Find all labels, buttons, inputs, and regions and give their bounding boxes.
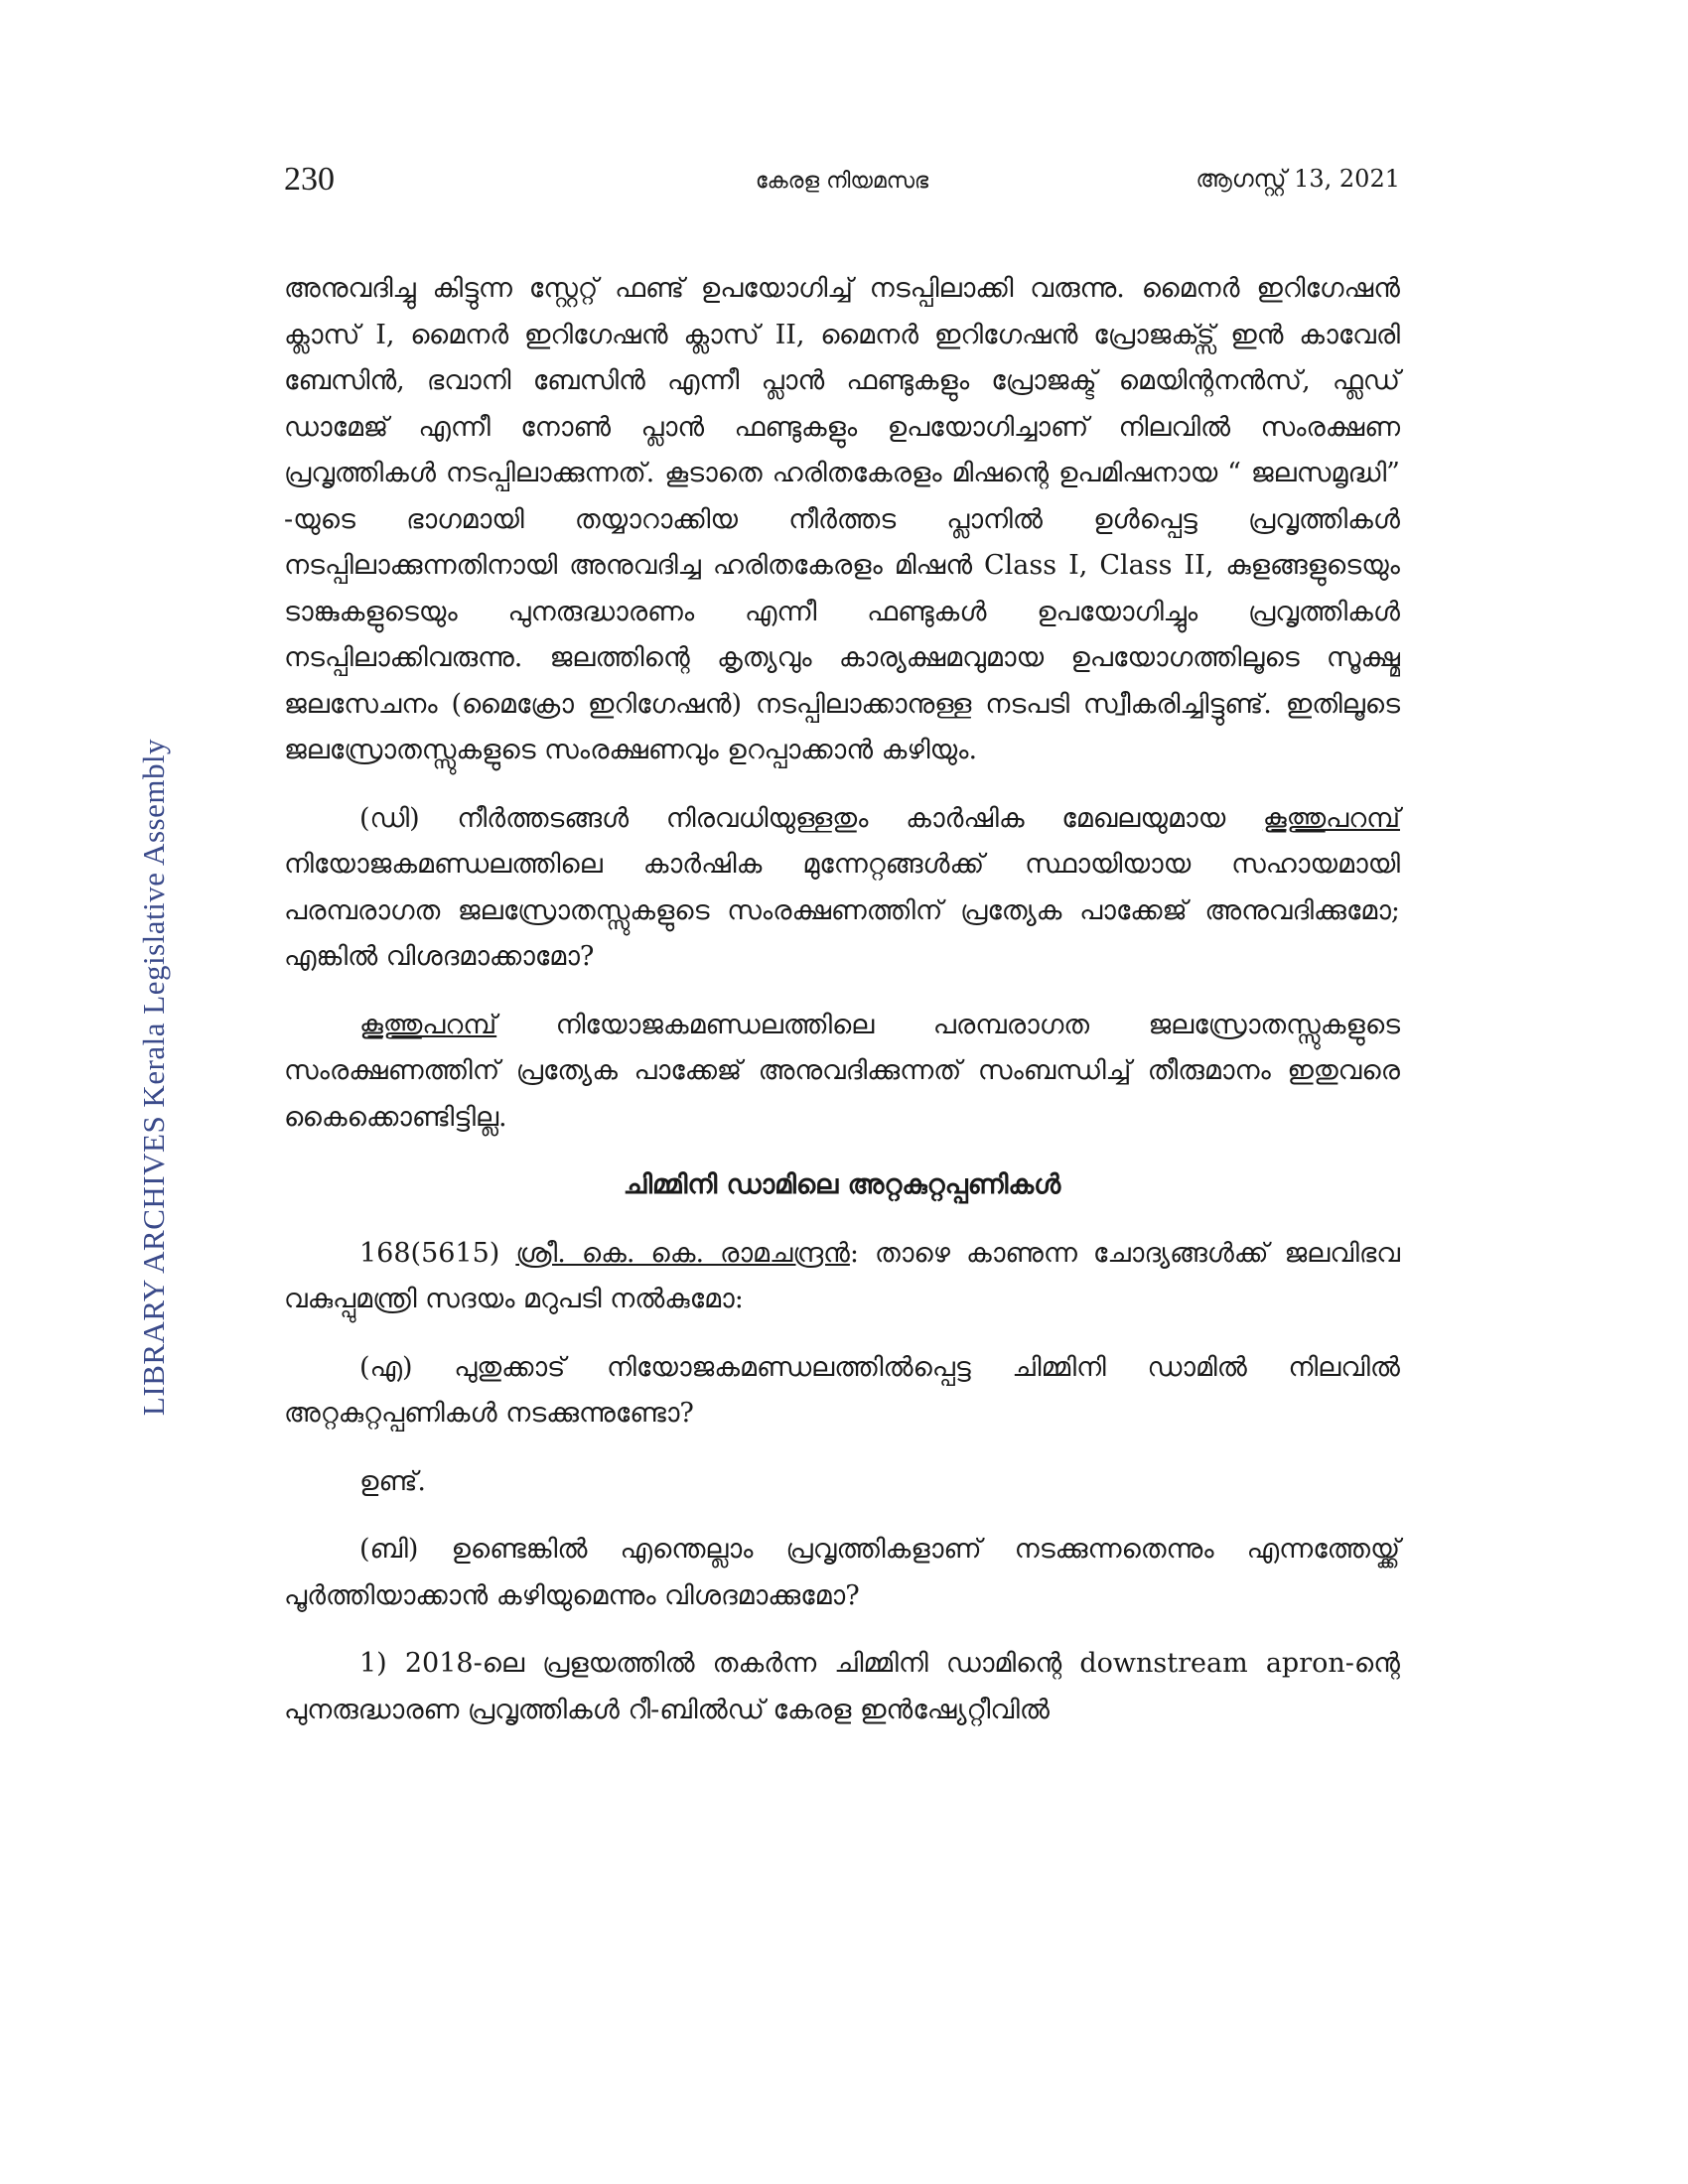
header-date: ആഗസ്റ്റ് 13, 2021	[1196, 165, 1400, 193]
question-a: (എ) പുതുക്കാട് നിയോജകമണ്ഡലത്തിൽപ്പെട്ട ചിമ്മിനി ഡാമിൽ നിലവിൽ അറ്റകുറ്റപ്പണികൾ നടക്കുന്നുണ്ടോ?	[284, 1351, 1400, 1429]
member-name: ശ്രീ. കെ. കെ. രാമചന്ദ്രൻ	[515, 1237, 850, 1269]
question-d	[284, 796, 1400, 981]
section-title: ചിമ്മിനി ഡാമിലെ അറ്റകുറ്റപ്പണികൾ	[623, 1169, 1061, 1200]
constituency-name: കൂത്തുപറമ്പ്	[1262, 802, 1400, 834]
document-body	[284, 266, 1400, 1755]
question-number: 168(5615)	[359, 1237, 500, 1269]
question-d-text-1: (ഡി) നീർത്തടങ്ങൾ നിരവധിയുള്ളതും കാർഷിക മേഖലയുമായ	[359, 802, 1263, 834]
archive-watermark: LIBRARY ARCHIVES Kerala Legislative Assembly	[136, 738, 171, 1417]
answer-d	[284, 1003, 1400, 1142]
question-b: (ബി) ഉണ്ടെങ്കിൽ എന്തെല്ലാം പ്രവൃത്തികളാണ് നടക്കുന്നതെന്നും എന്നത്തേയ്ക്ക് പൂർത്തിയാക്കാൻ കഴിയുമെന്നും വിശദമാക്കുമോ?	[284, 1534, 1400, 1611]
page-header	[284, 161, 1400, 210]
answer-b: 1) 2018-ലെ പ്രളയത്തിൽ തകർന്ന ചിമ്മിനി ഡാമിന്റെ downstream apron-ന്റെ പുനരുദ്ധാരണ പ്രവൃത്തികൾ റീ-ബിൽഡ് കേരള ഇൻഷ്യേറ്റീവിൽ	[284, 1648, 1400, 1725]
page-number: 230	[284, 161, 335, 198]
running-title: കേരള നിയമസഭ	[755, 169, 929, 194]
question-d-text-2: നിയോജകമണ്ഡലത്തിലെ കാർഷിക മുന്നേറ്റങ്ങൾക്ക് സ്ഥായിയായ സഹായമായി പരമ്പരാഗത ജലസ്രോതസ്സുകളുടെ സംരക്ഷണത്തിന് പ്രത്യേക പാക്കേജ് അനുവദിക്കുമോ; എങ്കിൽ വിശദമാക്കാമോ?	[284, 849, 1400, 972]
answer-c-continuation: അനുവദിച്ചു കിട്ടുന്ന സ്റ്റേറ്റ് ഫണ്ട് ഉപയോഗിച്ച് നടപ്പിലാക്കി വരുന്നു. മൈനർ ഇറിഗേഷൻ ക്ലാസ് I, മൈനർ ഇറിഗേഷൻ ക്ലാസ് II, മൈനർ ഇറിഗേഷൻ പ്രോജക്ട്സ് ഇൻ കാവേരി ബേസിൻ, ഭവാനി ബേസിൻ എന്നീ പ്ലാൻ ഫണ്ടുകളും പ്രോജക്ട് മെയിന്റനൻസ്, ഫ്ലഡ് ഡാമേജ് എന്നീ നോൺ പ്ലാൻ ഫണ്ടുകളും ഉപയോഗിച്ചാണ് നിലവിൽ സംരക്ഷണ പ്രവൃത്തികൾ നടപ്പിലാക്കുന്നത്. കൂടാതെ ഹരിതകേരളം മിഷന്റെ ഉപമിഷനായ “ ജലസമൃദ്ധി” -യുടെ ഭാഗമായി തയ്യാറാക്കിയ നീർത്തട പ്ലാനിൽ ഉൾപ്പെട്ട പ്രവൃത്തികൾ നടപ്പിലാക്കുന്നതിനായി അനുവദിച്ച ഹരിതകേരളം മിഷൻ Class I, Class II, കുളങ്ങളുടെയും ടാങ്കുകളുടെയും പുനരുദ്ധാരണം എന്നീ ഫണ്ടുകൾ ഉപയോഗിച്ചും പ്രവൃത്തികൾ നടപ്പിലാക്കിവരുന്നു. ജലത്തിന്റെ കൃത്യവും കാര്യക്ഷമവുമായ ഉപയോഗത്തിലൂടെ സൂക്ഷ്മ ജലസേചനം (മൈക്രോ ഇറിഗേഷൻ) നടപ്പിലാക്കാനുള്ള നടപടി സ്വീകരിച്ചിട്ടുണ്ട്. ഇതിലൂടെ ജലസ്രോതസ്സുകളുടെ സംരക്ഷണവും ഉറപ്പാക്കാൻ കഴിയും.	[284, 273, 1400, 765]
question-header	[284, 1231, 1400, 1323]
answer-a: ഉണ്ട്.	[359, 1465, 427, 1497]
answer-d-text: നിയോജകമണ്ഡലത്തിലെ പരമ്പരാഗത ജലസ്രോതസ്സുകളുടെ സംരക്ഷണത്തിന് പ്രത്യേക പാക്കേജ് അനുവദിക്കുന്നത് സംബന്ധിച്ച് തീരുമാനം ഇതുവരെ കൈക്കൊണ്ടിട്ടില്ല.	[284, 1009, 1400, 1133]
constituency-name: കൂത്തുപറമ്പ്	[359, 1009, 497, 1040]
question-intro: : താഴെ കാണുന്ന ചോദ്യങ്ങൾക്ക് ജലവിഭവ വകുപ്പുമന്ത്രി സദയം മറുപടി നൽകുമോ:	[284, 1237, 1400, 1314]
